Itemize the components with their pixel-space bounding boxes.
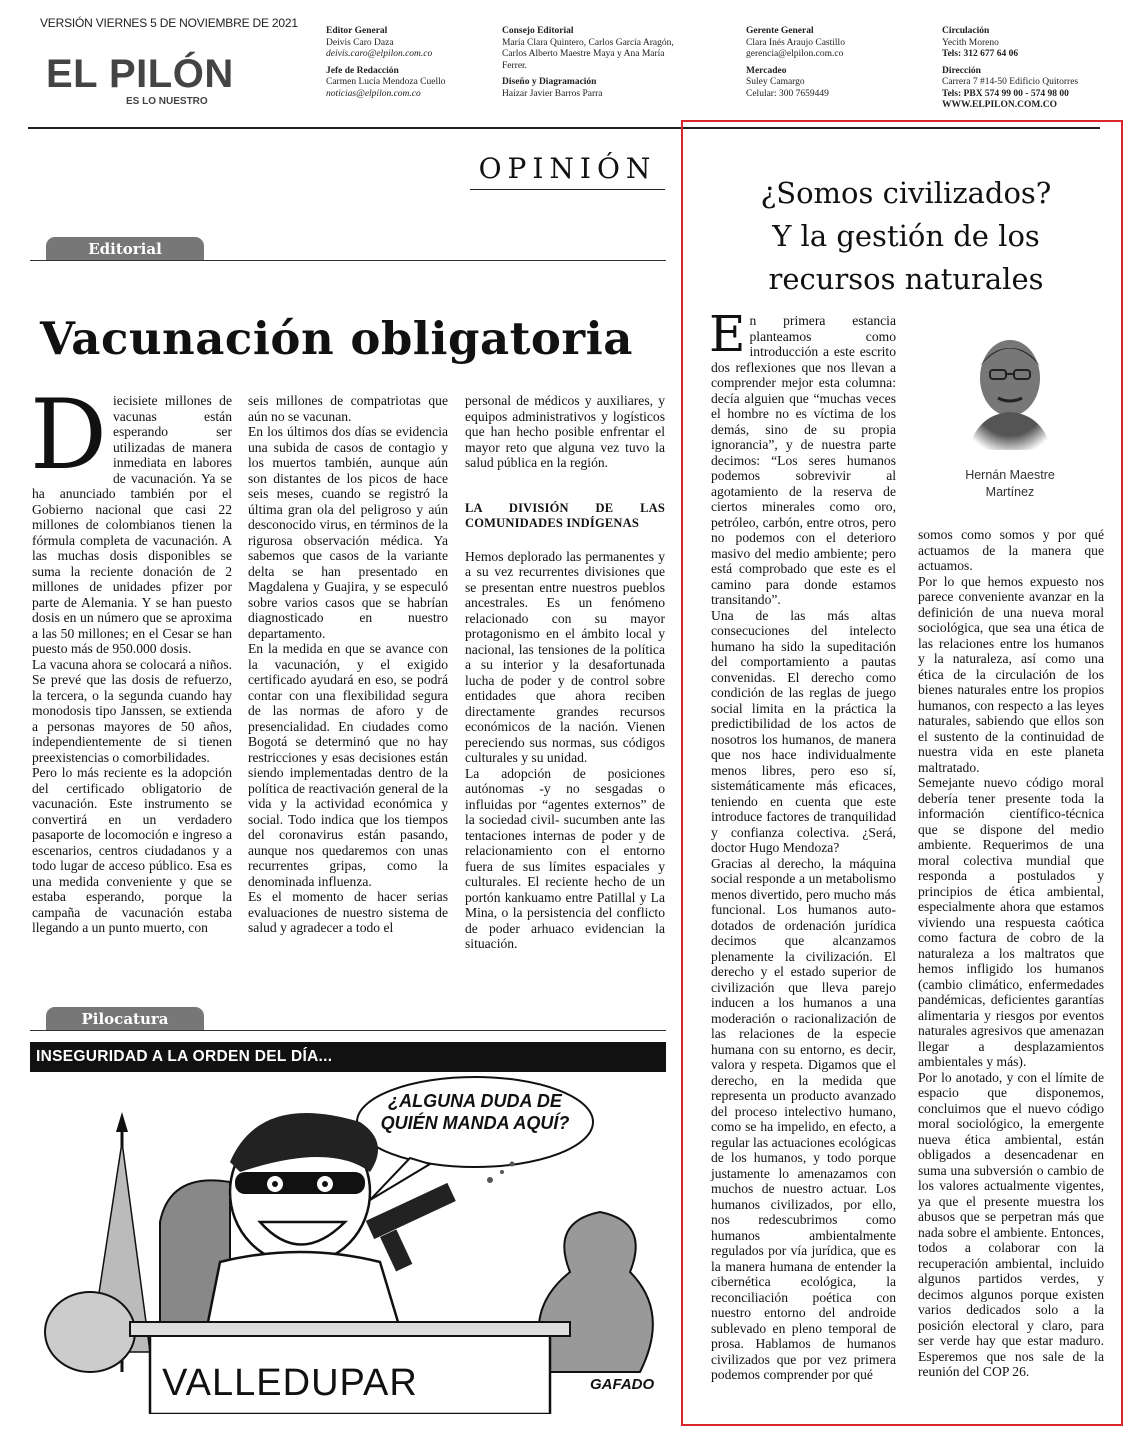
headline-line: recursos naturales — [768, 262, 1044, 296]
author-name — [950, 467, 1070, 501]
staff-name: Carmen Lucía Mendoza Cuello — [326, 77, 446, 87]
staff-name: Yecith Moreno — [942, 37, 999, 48]
paragraph: somos como somos y por qué actuamos de la manera que actuamos. — [918, 527, 1104, 573]
staff-email: noticias@elpilon.com.co — [326, 88, 421, 99]
paragraph: En los últimos dos días se evidencia una subida de casos de contagio y los muertos también, aunque aún son distantes de los picos de hace seis meses, cuando se registró la última gran ola del peligroso y aún desconocido virus, en términos de la rigurosa observación médica. Ya sabemos que casos de la variante delta se han presentado en Magdalena y Guajira, y se especuló sobre varios casos que se habrían diagnosticado en nuestro departamento. — [248, 424, 448, 641]
staff-phone: Celular: 300 7659449 — [746, 88, 829, 99]
staff-role: Jefe de Redacción — [326, 65, 399, 76]
subheading: LA DIVISIÓN DE LAS COMUNIDADES INDÍGENAS — [465, 500, 665, 530]
edition-date: VERSIÓN VIERNES 5 DE NOVIEMBRE DE 2021 — [40, 16, 298, 30]
staff-column-4 — [942, 26, 1122, 117]
address: Carrera 7 #14-50 Edificio Quitorres — [942, 77, 1079, 87]
staff-role: Mercadeo — [746, 65, 787, 76]
paragraph: Es el momento de hacer serias evaluaciones de nuestro sistema de salud y agradecer a todo el — [248, 889, 448, 935]
cartoonist-signature: GAFADO — [590, 1376, 655, 1393]
staff-phone: Tels: 312 677 64 06 — [942, 49, 1019, 59]
editorial-column-1 — [30, 379, 232, 936]
paragraph: personal de médicos y auxiliares, y equipos administrativos y logísticos que han hecho posible enfrentar el mayor reto que alguna vez tuvo la salud pública en la región. — [465, 393, 665, 470]
staff-phone: Tels: PBX 574 99 00 - 574 98 00 — [942, 88, 1069, 99]
staff-column-2 — [502, 26, 722, 105]
editorial-tab: Editorial — [46, 237, 204, 261]
staff-column-1 — [326, 26, 496, 105]
article-column-1 — [709, 305, 896, 1383]
speech-bubble-text: ¿ALGUNA DUDA DE QUIÉN MANDA AQUÍ? — [380, 1091, 570, 1133]
logo-tagline: ES LO NUESTRO — [126, 96, 208, 107]
article-headline — [690, 172, 1122, 301]
cartoon — [30, 1042, 666, 1414]
newspaper-logo: EL PILÓN — [46, 52, 234, 96]
pilocatura-rule — [30, 1030, 666, 1031]
paragraph: Semejante nuevo código moral debería tener presente toda la información científico-técnica que se dispone del medio ambiente. Requerimos de una moral colectiva mundial que responda a postulados y principios de ética ambiental, especialmente ahora que estamos viviendo una respuesta caótica como factura de cobro de la naturaleza a los maltratos que hemos infligido los humanos (cambio climático, enfermedades pandémicas, deficientes garantías alimentaria y riesgos por eventos naturales agresivos que amenazan llegar a desplazamientos ambientales y más). — [918, 775, 1104, 1069]
paragraph: Gracias al derecho, la máquina social responde a un metabolismo menos divertido, pero mucho más funcional. Los humanos auto-dotados de ordenación jurídica decimos que alcanzamos plenamente la civilización. El derecho y el estado superior de civilización que lleva parejo inducen a los humanos a una moderación o racionalización de las relaciones de la especie humana con su entorno, es decir, valora y respeta. Digamos que el derecho, en la medida que representa un producto avanzado del proceso intelectivo humano, como se ha impelido, en efecto, a regular las actuaciones ecológicas de los humanos, y todo porque justamente lo amenazamos con muchos de nuestro actuar. Los humanos civilizados, por ello, nos redescubrimos como humanos ambientalmente regulados por vía jurídica, que es la manera humana de entender la cibernética ecológica, la reconciliación poética con nuestro entorno del androide sublevado en pleno temporal de prosa. Hablamos de humanos civilizados que por vez primera podemos comprender por qué — [711, 855, 896, 1382]
staff-role: Diseño y Diagramación — [502, 77, 597, 87]
section-title: OPINIÓN — [470, 152, 665, 190]
drop-cap: D — [30, 379, 107, 491]
editorial-rule — [30, 260, 666, 261]
staff-name: Clara Inés Araujo Castillo — [746, 37, 845, 48]
staff-email: deivis.caro@elpilon.com.co — [326, 49, 433, 59]
paragraph: iecisiete millones de vacunas están esperando ser utilizadas de manera inmediata en labores de vacunación. Ya se ha anunciado también por el Gobierno nacional que casi 22 millones de colombianos tienen la fórmula completa de vacunación. A las muchas dosis disponibles se suma la reciente donación de 2 millones de unidades pfizer por parte de Alemania. Y se han puesto dosis en un número que se aproxima a las 50 millones; en el Cesar se han puesto más de 950.000 dosis. — [32, 393, 232, 656]
website-link[interactable]: WWW.ELPILON.COM.CO — [942, 100, 1057, 110]
pilocatura-tab: Pilocatura — [46, 1007, 204, 1031]
headline-line: ¿Somos civilizados? — [760, 176, 1052, 210]
article-column-2 — [918, 527, 1104, 1380]
headline-line: Y la gestión de los — [772, 219, 1040, 253]
author-name-line: Martínez — [985, 485, 1035, 499]
cartoon-title: INSEGURIDAD A LA ORDEN DEL DÍA... — [30, 1042, 666, 1072]
editorial-column-2 — [248, 393, 448, 936]
paragraph: seis millones de compatriotas que aún no se vacunan. — [248, 393, 448, 424]
staff-role: Circulación — [942, 26, 990, 36]
staff-name: Deivis Caro Daza — [326, 37, 394, 48]
paragraph: La adopción de posiciones autónomas -y no sesgadas o influidas por “agentes externos” de la sociedad civil- sucumben ante las tentaciones internas de poder y de relacionamiento con el entorno fuera de sus límites espaciales y culturales. El reciente hecho de un portón kankuamo entre Patillal y La Mina, o la persistencia del conflicto de poder arhuaco evidencian la situación. — [465, 765, 665, 951]
staff-role: Gerente General — [746, 26, 814, 36]
staff-name: María Clara Quintero, Carlos García Aragón, — [502, 37, 674, 48]
paragraph: La vacuna ahora se colocará a niños. Se prevé que las dosis de refuerzo, la tercera, o la segunda cuando hay monodosis tipo Janssen, se extienda a personas mayores de 50 años, independientemente de si tienen preexistencias o comorbilidades. — [32, 656, 232, 765]
editorial-headline: Vacunación obligatoria — [40, 312, 633, 365]
paragraph: Por lo que hemos expuesto nos parece conveniente avanzar en la definición de una nueva moral sociológica, que sea una ética de las relaciones entre los humanos y la naturaleza, así como una ética de la circulación de los bienes naturales entre los propios humanos, con respecto a las leyes naturales, sabiendo que ellos son el sustento de la continuidad de nuestra vida en este planeta maltratado. — [918, 573, 1104, 775]
editorial-column-3 — [465, 393, 665, 952]
author-photo — [958, 326, 1062, 450]
staff-email: gerencia@elpilon.com.co — [746, 49, 844, 59]
staff-name: Suley Camargo — [746, 77, 805, 87]
drop-cap: E — [709, 305, 746, 363]
desk-sign: VALLEDUPAR — [162, 1362, 418, 1404]
paragraph: Pero lo más reciente es la adopción del certificado obligatorio de vacunación. Este instrumento se convertirá en un verdadero pasaporte de locomoción e ingreso a escenarios, centros ciudadanos y a todo lugar de acceso público. Esa es una medida conveniente y que se estaba esperando, porque la campaña de vacunación estaba llegando a un punto muerto, con — [32, 765, 232, 935]
paragraph: Por lo anotado, y con el límite de espacio que disponemos, concluimos que el nuevo código moral sociológico, la emergente nueva ética ambiental, están obligados a desencadenar en suma una subversión o cambio de los valores actualmente vigentes, ya que el presente muestra los abusos que se perpetran más que nada sobre el ambiente. Entonces, todos a colaborar con la recuperación ambiental, incluido algunos partidos verdes, y decimos algunos porque existen varios dedicados solo a la posición electoral y claro, para ser verde hay que estar maduro. Esperemos que nos sale de la reunión del COP 26. — [918, 1069, 1104, 1379]
author-name-line: Hernán Maestre — [965, 468, 1055, 482]
staff-name: Haizar Javier Barros Parra — [502, 88, 603, 99]
paragraph: Hemos deplorado las permanentes y a su vez recurrentes divisiones que se presentan entre nuestros pueblos ancestrales. Es un fenómeno relacionado con su mayor protagonismo en el ámbito local y nacional, las tensiones de la política a su interior y la desafortunada lucha de poder y de control sobre entidades que ahora reciben directamente grandes recursos económicos de la nación. Vienen pereciendo sus normas, sus códigos culturales y su unidad. — [465, 548, 665, 765]
paragraph: En la medida en que se avance con la vacunación, y el exigido certificado ayudará en eso, se podrá contar con una flexibilidad segura de las normas de aforo y de presencialidad. En ciudades como Bogotá se determinó que no hay restricciones y esas decisiones están siendo implementadas dentro de la política de reactivación general de la vida y la actividad económica y social. Todo indica que los tiempos del coronavirus están pasando, aunque nos quedaremos con unas recurrentes gripas, como la denominada influenza. — [248, 641, 448, 889]
staff-role: Dirección — [942, 65, 981, 76]
staff-name: Ferrer. — [502, 60, 528, 71]
staff-role: Editor General — [326, 26, 388, 36]
staff-name: Carlos Alberto Maestre Maya y Ana María — [502, 49, 665, 59]
paragraph: Una de las más altas consecuciones del intelecto humano ha sido la supeditación del comportamiento a pautas convenidas. El derecho como condición de las reglas de juego social limita en la práctica la predictibilidad de los actos de nosotros los humanos, de manera que nos hace individualmente menos libres, pero eso sí, sistemáticamente más eficaces, teniendo en cuenta que este introduce factores de tranquilidad y confianza colectiva. ¿Será, doctor Hugo Mendoza? — [711, 607, 896, 855]
staff-column-3 — [746, 26, 916, 105]
staff-role: Consejo Editorial — [502, 26, 574, 36]
paragraph: n primera estancia planteamos como introducción a este escrito dos reflexiones que nos llevan a comprender mejor esta columna: decía alguien que “muchas veces el hombre no es víctima de los demás, sino de su propia ignorancia”, y de nuestra parte decimos: “Los seres humanos podemos sobrevivir al agotamiento de la reserva de ciertos minerales como oro, petróleo, carbón, entre otros, pero no podemos con el deterioro masivo del medio ambiente; pero está comprobado que este es el camino para donde estamos transitando”. — [711, 313, 896, 607]
